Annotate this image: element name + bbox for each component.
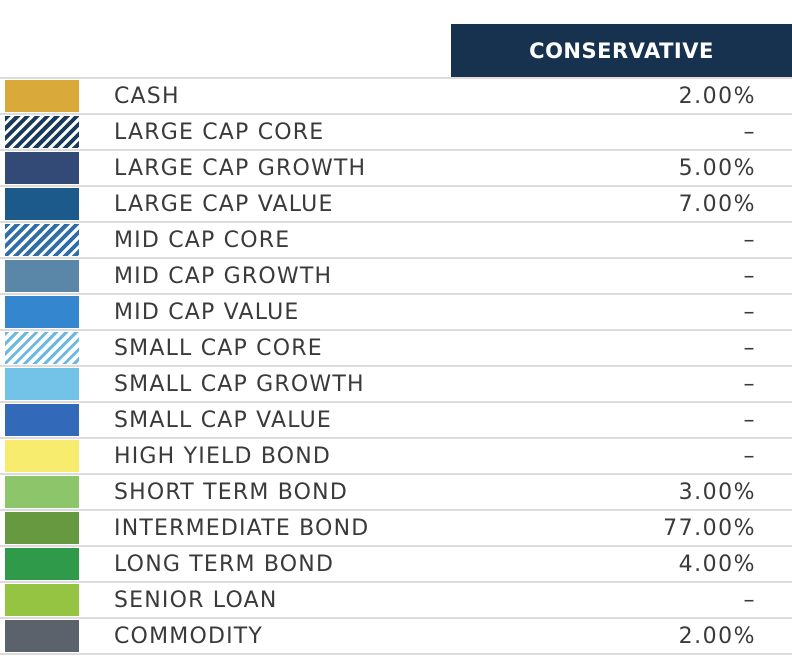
legend-swatch <box>5 512 79 544</box>
legend-swatch <box>5 332 79 364</box>
row-value: – <box>743 372 756 397</box>
row-label: SMALL CAP CORE <box>114 336 323 361</box>
row-value: – <box>743 228 756 253</box>
legend-swatch <box>5 548 79 580</box>
table-row <box>0 509 792 545</box>
column-header-conservative: CONSERVATIVE <box>451 24 792 77</box>
row-label: LONG TERM BOND <box>114 552 335 577</box>
table-row <box>0 293 792 329</box>
legend-swatch <box>5 620 79 652</box>
row-label: INTERMEDIATE BOND <box>114 516 370 541</box>
legend-swatch <box>5 296 79 328</box>
legend-swatch <box>5 404 79 436</box>
row-value: 7.00% <box>678 192 756 217</box>
table-row <box>0 257 792 293</box>
row-label: SMALL CAP GROWTH <box>114 372 365 397</box>
row-label: LARGE CAP VALUE <box>114 192 334 217</box>
legend-swatch <box>5 152 79 184</box>
row-label: CASH <box>114 84 180 109</box>
legend-swatch <box>5 80 79 112</box>
row-value: – <box>743 408 756 433</box>
row-value: 77.00% <box>663 516 756 541</box>
legend-swatch <box>5 188 79 220</box>
row-value: 5.00% <box>678 156 756 181</box>
row-value: – <box>743 444 756 469</box>
legend-swatch <box>5 260 79 292</box>
row-label: SHORT TERM BOND <box>114 480 348 505</box>
legend-swatch <box>5 368 79 400</box>
row-value: – <box>743 120 756 145</box>
table-row <box>0 77 792 113</box>
row-value: – <box>743 588 756 613</box>
row-label: SMALL CAP VALUE <box>114 408 333 433</box>
table-row <box>0 401 792 437</box>
table-row <box>0 437 792 473</box>
table-row <box>0 473 792 509</box>
row-value: – <box>743 336 756 361</box>
table-row <box>0 581 792 617</box>
legend-swatch <box>5 224 79 256</box>
row-label: LARGE CAP CORE <box>114 120 325 145</box>
row-value: 4.00% <box>678 552 756 577</box>
table-row <box>0 617 792 655</box>
allocation-table <box>0 77 792 655</box>
legend-swatch <box>5 584 79 616</box>
row-value: – <box>743 264 756 289</box>
row-label: COMMODITY <box>114 624 264 649</box>
legend-swatch <box>5 440 79 472</box>
table-row <box>0 545 792 581</box>
row-label: LARGE CAP GROWTH <box>114 156 367 181</box>
table-row <box>0 221 792 257</box>
row-label: HIGH YIELD BOND <box>114 444 332 469</box>
table-row <box>0 365 792 401</box>
table-row <box>0 149 792 185</box>
table-row <box>0 329 792 365</box>
row-label: SENIOR LOAN <box>114 588 278 613</box>
table-row <box>0 185 792 221</box>
row-label: MID CAP GROWTH <box>114 264 333 289</box>
table-row <box>0 113 792 149</box>
row-label: MID CAP VALUE <box>114 300 300 325</box>
row-value: 2.00% <box>678 84 756 109</box>
row-value: 2.00% <box>678 624 756 649</box>
row-label: MID CAP CORE <box>114 228 291 253</box>
legend-swatch <box>5 476 79 508</box>
row-value: 3.00% <box>678 480 756 505</box>
row-value: – <box>743 300 756 325</box>
legend-swatch <box>5 116 79 148</box>
